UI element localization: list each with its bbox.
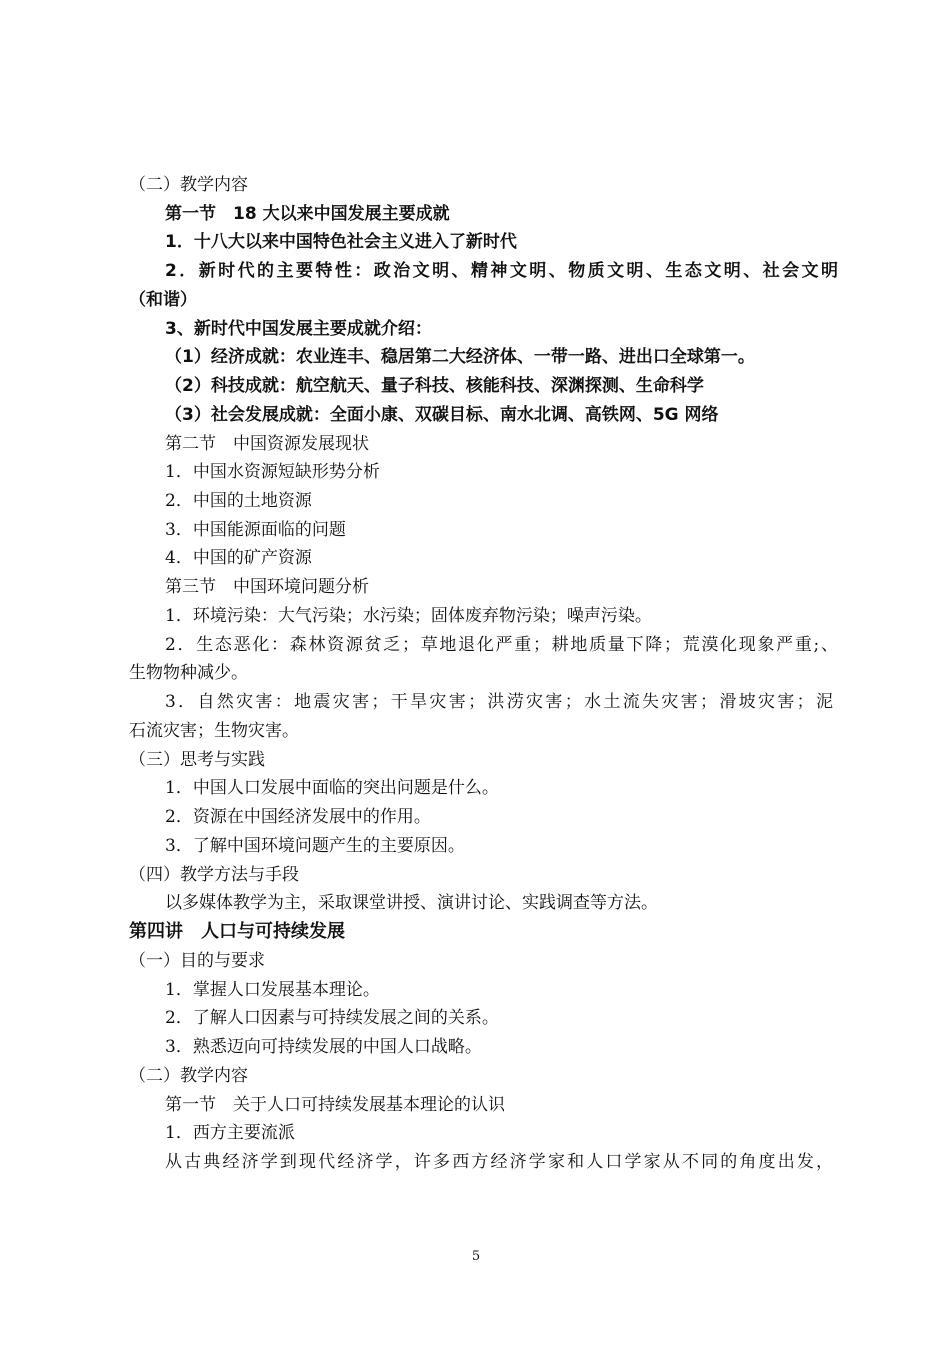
list-item: （1）经济成就：农业连丰、稳居第二大经济体、一带一路、进出口全球第一。 [165, 347, 755, 367]
list-item: 1．西方主要流派 [165, 1123, 295, 1143]
list-item: 2．了解人口因素与可持续发展之间的关系。 [165, 1008, 499, 1028]
list-item-continuation: （和谐） [129, 290, 197, 310]
list-item: 3．自然灾害：地震灾害；干旱灾害；洪涝灾害；水土流失灾害；滑坡灾害；泥 [165, 692, 833, 712]
list-item: 3、新时代中国发展主要成就介绍： [165, 319, 432, 339]
list-item: （2）科技成就：航空航天、量子科技、核能科技、深渊探测、生命科学 [165, 376, 704, 396]
section-heading: （二）教学内容 [129, 1066, 248, 1086]
list-item: 3．了解中国环境问题产生的主要原因。 [165, 836, 465, 856]
list-item: 1．环境污染：大气污染；水污染；固体废弃物污染；噪声污染。 [165, 606, 652, 626]
list-item: 2．生态恶化：森林资源贫乏；草地退化严重；耕地质量下降；荒漠化现象严重;、 [165, 635, 838, 655]
list-item: （3）社会发展成就：全面小康、双碳目标、南水北调、高铁网、5G 网络 [165, 405, 719, 425]
list-item: 1．中国水资源短缺形势分析 [165, 462, 380, 482]
section-heading: （二）教学内容 [129, 175, 248, 195]
paragraph: 以多媒体教学为主，采取课堂讲授、演讲讨论、实践调查等方法。 [165, 893, 658, 913]
list-item: 1．掌握人口发展基本理论。 [165, 980, 380, 1000]
list-item: 2．新时代的主要特性：政治文明、精神文明、物质文明、生态文明、社会文明 [165, 261, 838, 281]
list-item-continuation: 石流灾害；生物灾害。 [129, 721, 299, 741]
list-item: 1．十八大以来中国特色社会主义进入了新时代 [165, 232, 517, 252]
subsection-heading: 第三节 中国环境问题分析 [165, 577, 369, 597]
list-item-continuation: 生物物种减少。 [129, 663, 248, 683]
section-heading: （四）教学方法与手段 [129, 865, 299, 885]
subsection-heading: 第一节 18 大以来中国发展主要成就 [165, 204, 450, 224]
list-item: 4．中国的矿产资源 [165, 548, 312, 568]
section-heading: （三）思考与实践 [129, 750, 265, 770]
list-item: 3．中国能源面临的问题 [165, 520, 346, 540]
subsection-heading: 第一节 关于人口可持续发展基本理论的认识 [165, 1095, 505, 1115]
list-item: 2．中国的土地资源 [165, 491, 312, 511]
list-item: 1．中国人口发展中面临的突出问题是什么。 [165, 778, 499, 798]
paragraph: 从古典经济学到现代经济学，许多西方经济学家和人口学家从不同的角度出发， [165, 1152, 833, 1172]
list-item: 2．资源在中国经济发展中的作用。 [165, 807, 431, 827]
list-item: 3．熟悉迈向可持续发展的中国人口战略。 [165, 1037, 482, 1057]
section-heading: （一）目的与要求 [129, 951, 265, 971]
chapter-heading: 第四讲 人口与可持续发展 [129, 921, 345, 942]
subsection-heading: 第二节 中国资源发展现状 [165, 434, 369, 454]
page-number: 5 [471, 1249, 481, 1264]
